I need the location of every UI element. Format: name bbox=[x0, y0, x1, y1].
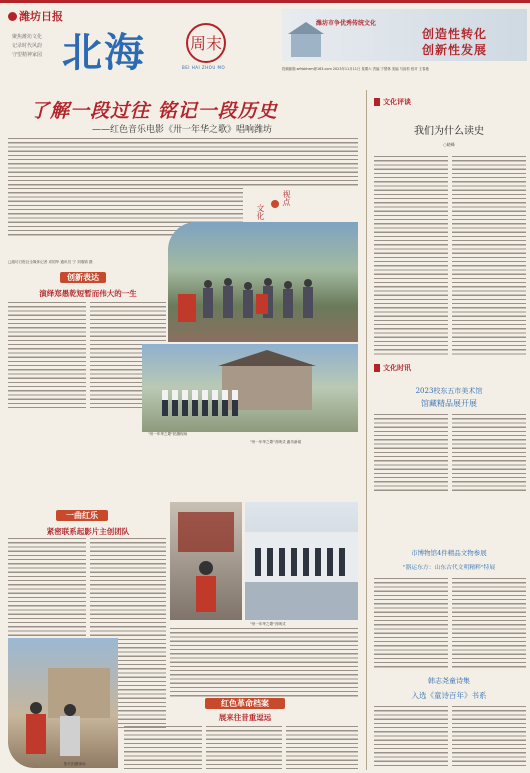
essay-text-a bbox=[374, 156, 448, 356]
column-divider bbox=[366, 90, 367, 770]
lead-headline: 了解一段过往 铭记一段历史 bbox=[30, 100, 278, 122]
shixun-tag-bar bbox=[374, 364, 380, 372]
section-tag-3: 红色革命档案 bbox=[205, 698, 285, 709]
banner-line2: 创新性发展 bbox=[422, 43, 488, 57]
section-title: 北海 bbox=[62, 30, 146, 76]
paper-logo-icon bbox=[8, 12, 17, 21]
section-tag-2: 一曲红乐 bbox=[56, 510, 108, 521]
section-title-2: 周末 bbox=[190, 34, 223, 53]
banner-building-icon bbox=[286, 19, 326, 59]
banner-line1: 创造性转化 bbox=[422, 27, 488, 41]
lead-article bbox=[0, 82, 365, 773]
paper-logo bbox=[8, 8, 63, 24]
section-title-3: 展来往昔重逗远 bbox=[218, 713, 272, 722]
news3-text-a bbox=[374, 706, 448, 768]
masthead bbox=[0, 3, 530, 81]
actor-icon bbox=[170, 502, 242, 620]
culture-banner bbox=[282, 9, 527, 61]
slogan-line: 守望精神家园 bbox=[12, 52, 43, 58]
building-icon bbox=[142, 344, 358, 432]
section-2-text-c bbox=[170, 628, 358, 698]
news2-text-b bbox=[452, 578, 526, 668]
byline: □潍坊日报社全媒体记者 邓国华 通讯员 宁 刘瑞锦 摄 bbox=[8, 260, 93, 264]
exhibit-icon bbox=[245, 502, 358, 620]
slogan bbox=[12, 33, 42, 60]
visitors-icon bbox=[8, 638, 118, 768]
news2-title-a: 市博物馆4件精品文物参展 bbox=[411, 549, 487, 557]
section-pinyin: BEI HAI ZHOU MO bbox=[182, 65, 226, 70]
banner-title: 潍坊市争优秀传统文化 bbox=[316, 20, 377, 27]
caption-2: "卅一年华之歌"首映式 潍坊新闻 bbox=[250, 440, 302, 444]
section-title-1: 演绎郑愚乾短暂而伟大的一生 bbox=[39, 289, 137, 298]
section-3-text-c bbox=[286, 726, 358, 770]
shixun-tag-label: 文化时讯 bbox=[383, 364, 411, 372]
pinglun-tag-bar bbox=[374, 98, 380, 106]
pinglun-tag bbox=[374, 96, 434, 108]
photo-group bbox=[142, 344, 358, 432]
photo-visitors bbox=[8, 638, 118, 768]
right-column bbox=[370, 82, 528, 773]
news1-text-a bbox=[374, 414, 448, 492]
pinglun-tag-label: 文化评谈 bbox=[383, 98, 411, 106]
essay-title: 我们为什么读史 bbox=[414, 126, 484, 137]
news1-text-b bbox=[452, 414, 526, 492]
paper-name: 潍坊日报 bbox=[19, 10, 63, 23]
intro-text bbox=[8, 138, 358, 186]
shixun-tag bbox=[374, 362, 434, 374]
section-3-text-b bbox=[206, 726, 282, 770]
photo-filming bbox=[168, 222, 358, 342]
photo-actor bbox=[170, 502, 242, 620]
section-tag-1: 创新表达 bbox=[60, 272, 106, 283]
wenhua-tag-2: 视点 bbox=[282, 190, 291, 206]
news3-text-b bbox=[452, 706, 526, 768]
meta-line: 投稿邮箱:wfrbbhzm@163.com 2023年11月11日 星期六 责编 宁慧林 美编 马韵松 校对 王春艳 bbox=[282, 67, 429, 71]
news2-text-a bbox=[374, 578, 448, 668]
news3-title-a: 韩志尧童诗集 bbox=[428, 677, 470, 685]
wenhua-tag-1: 文化 bbox=[256, 204, 265, 220]
wenhua-tag-dot bbox=[271, 200, 279, 208]
photo-exhibit bbox=[245, 502, 358, 620]
slogan-line: 聚焦潍坊文化 bbox=[12, 34, 43, 40]
crowd-icon bbox=[168, 222, 358, 342]
news3-title-b: 入选《童诗百年》书系 bbox=[411, 691, 487, 700]
essay-author: ○晓峰 bbox=[443, 142, 455, 147]
caption-3: "卅一年华之歌"首映式 bbox=[250, 622, 286, 626]
lead-subheadline: ——红色音乐电影《卅一年华之歌》唱响潍坊 bbox=[92, 125, 273, 135]
caption-4: 影片拍摄现场 bbox=[64, 762, 86, 766]
news1-title-b: 馆藏精品展开展 bbox=[421, 399, 477, 408]
news2-title-b: "器运东方：山东古代文明精粹"特展 bbox=[402, 565, 496, 571]
section-3-text bbox=[124, 726, 202, 770]
news1-title-a: 2023校东五市美术馆 bbox=[415, 387, 483, 395]
essay-text-b bbox=[452, 156, 526, 356]
caption-1: "卅一年华之歌"拍摄现场 bbox=[148, 432, 188, 436]
slogan-line: 记录时代风韵 bbox=[12, 43, 43, 49]
section-title-2: 紧密联系起影片主创团队 bbox=[46, 527, 130, 536]
section-1-text bbox=[8, 302, 86, 410]
